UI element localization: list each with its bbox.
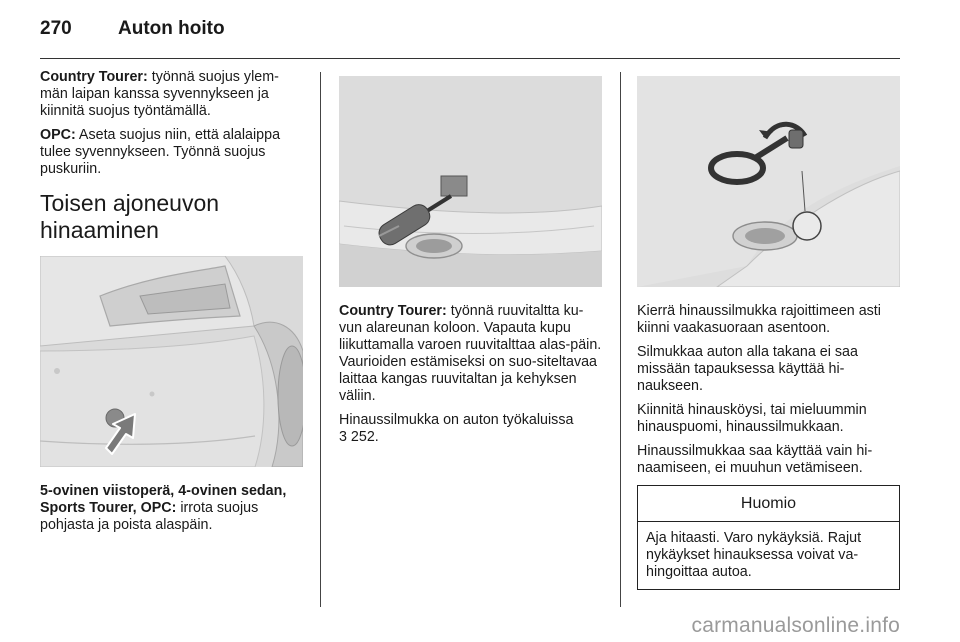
section-heading: Toisen ajoneuvon hinaaminen — [40, 190, 220, 243]
caution-body: Aja hitaasti. Varo nykäyksiä. Rajut nykäykset hinauksessa voivat va-hingoittaa autoa. — [646, 530, 862, 580]
figure-rear-bumper-cover — [40, 256, 303, 467]
header-rule — [40, 58, 900, 59]
paragraph-towing-only: Hinaussilmukkaa saa käyttää vain hi-naamiseen, ei muuhun vetämiseen. — [637, 443, 873, 476]
caution-box — [637, 485, 900, 590]
paragraph-tow-eye-location: Hinaussilmukka on auton työkaluissa 3 252. — [339, 412, 574, 445]
column-divider-1 — [320, 72, 321, 607]
page-number: 270 — [40, 18, 72, 39]
paragraph-opc-cover: OPC: Aseta suojus niin, että alalaippa tulee syvennykseen. Työnnä suojus puskuriin. — [40, 127, 281, 177]
page-header — [40, 18, 225, 48]
paragraph-attach-rope: Kiinnitä hinausköysi, tai mieluummin hinauspuomi, hinaussilmukkaan. — [637, 402, 867, 435]
column-1 — [40, 69, 305, 541]
paragraph-country-tourer-screwdriver: Country Tourer: työnnä ruuvitaltta ku-vun alareunan koloon. Vapauta kupu liikuttamalla varoen ruuvitalttaa alas-päin. Vaurioiden estämiseksi on suo-siteltavaa laittaa kangas ruuvitaltan ja kehyksen väliin. — [339, 303, 602, 404]
figure-caption: 5-ovinen viistoperä, 4-ovinen sedan, Sports Tourer, OPC: irrota suojus pohjasta ja poista alaspäin. — [40, 483, 287, 533]
figure-screwdriver-cover — [339, 76, 602, 287]
watermark: carmanualsonline.info — [691, 614, 900, 637]
chapter-title: Auton hoito — [118, 18, 225, 39]
figure-tow-eye — [637, 76, 900, 287]
caution-title: Huomio — [638, 486, 899, 522]
column-2 — [339, 76, 604, 453]
paragraph-rear-eye-warning: Silmukkaa auton alla takana ei saa missään tapauksessa käyttää hi-naukseen. — [637, 344, 858, 394]
paragraph-screw-in: Kierrä hinaussilmukka rajoittimeen asti kiinni vaakasuoraan asentoon. — [637, 303, 881, 336]
reference-arrow-icon: 3 — [339, 429, 347, 445]
page-reference-link[interactable]: 252. — [346, 429, 379, 445]
column-divider-2 — [620, 72, 621, 607]
paragraph-country-tourer-cover: Country Tourer: työnnä suojus ylem-män laipan kanssa syvennykseen ja kiinnitä suojus työntämällä. — [40, 69, 279, 119]
column-3 — [637, 76, 900, 590]
